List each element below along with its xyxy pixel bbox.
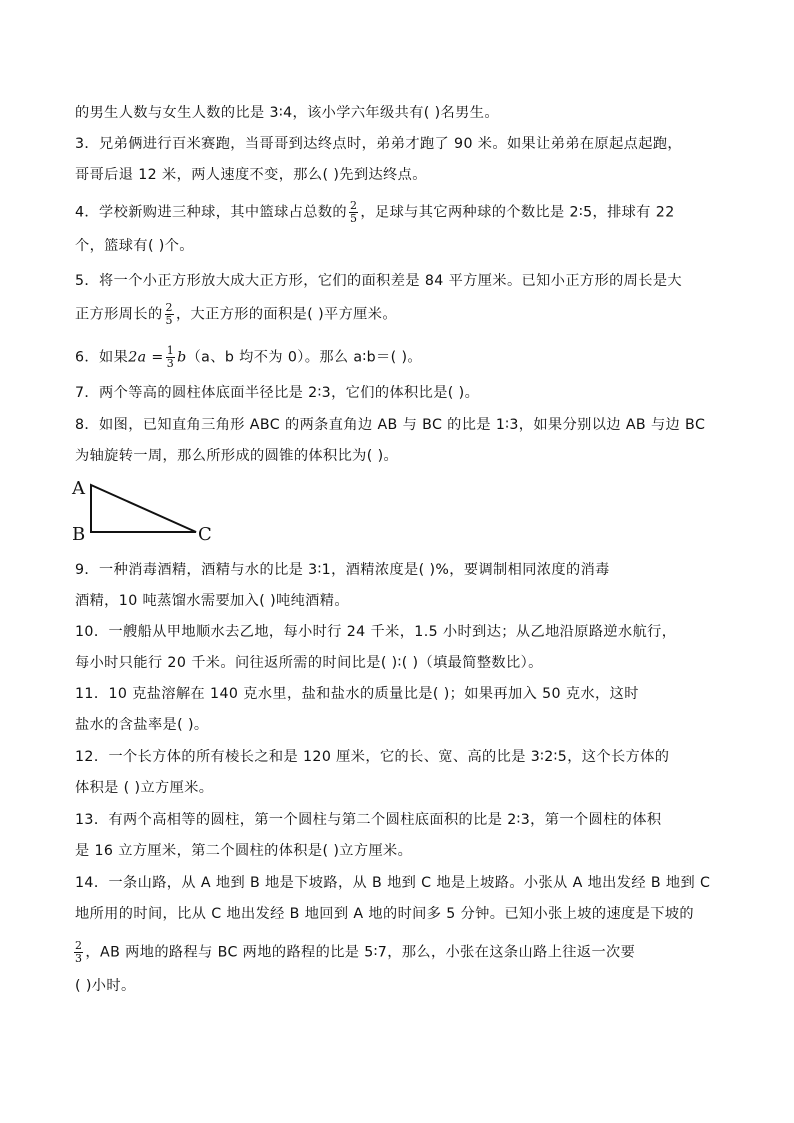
fraction-two-thirds <box>74 940 83 965</box>
triangle-label-b: B <box>72 524 86 545</box>
problem-5-line-1: 5．将一个小正方形放大成大正方形，它们的面积差是 84 平方厘米。已知小正方形的周长是大 <box>75 273 683 289</box>
problem-5-text-b: ，大正方形的面积是( )平方厘米。 <box>175 306 397 323</box>
triangle-label-a: A <box>72 478 85 499</box>
fraction-numerator: 2 <box>350 199 358 212</box>
math-rhs-var: b <box>177 349 187 366</box>
fraction-denominator: 5 <box>350 212 358 225</box>
problem-12-line-1: 12．一个长方体的所有棱长之和是 120 厘米，它的长、宽、高的比是 3∶2∶5，这个长方体的 <box>75 749 670 765</box>
triangle-abc-shape <box>91 485 196 532</box>
fraction-numerator: 1 <box>166 344 175 357</box>
problem-14-line-4: ( )小时。 <box>75 978 136 994</box>
problem-6-text-b: （a、b 均不为 0）。那么 a∶b＝( )。 <box>186 349 422 366</box>
fraction-one-third <box>166 345 175 370</box>
problem-13-line-2: 是 16 立方厘米，第二个圆柱的体积是( )立方厘米。 <box>75 843 413 859</box>
problem-4-text-a: 4．学校新购进三种球，其中篮球占总数的 <box>75 204 348 221</box>
problem-14-text: ，AB 两地的路程与 BC 两地的路程的比是 5∶7，那么，小张在这条山路上往返一次要 <box>85 944 636 961</box>
fraction-numerator: 2 <box>165 301 173 314</box>
problem-12-line-2: 体积是 ( )立方厘米。 <box>75 780 214 796</box>
problem-9-line-1: 9．一种消毒酒精，酒精与水的比是 3∶1，酒精浓度是( )%，要调制相同浓度的消毒 <box>75 562 610 578</box>
problem-13-line-1: 13．有两个高相等的圆柱，第一个圆柱与第二个圆柱底面积的比是 2∶3，第一个圆柱的体积 <box>75 812 662 828</box>
fraction-denominator: 3 <box>166 357 175 370</box>
problem-6-text-a: 6．如果 <box>75 349 129 366</box>
fraction-two-fifths <box>349 200 358 225</box>
problem-4-line-2: 个，篮球有( )个。 <box>75 238 194 254</box>
fraction-denominator: 5 <box>165 314 173 327</box>
problem-10-line-1: 10．一艘船从甲地顺水去乙地，每小时行 24 千米，1.5 小时到达；从乙地沿原路逆水航行， <box>75 624 677 640</box>
problem-14-line-3 <box>72 940 635 965</box>
triangle-label-c: C <box>198 524 212 545</box>
problem-2-continuation: 的男生人数与女生人数的比是 3∶4，该小学六年级共有( )名男生。 <box>75 105 499 121</box>
problem-3-line-1: 3．兄弟俩进行百米赛跑，当哥哥到达终点时，弟弟才跑了 90 米。如果让弟弟在原起点起跑， <box>75 136 683 152</box>
fraction-denominator: 3 <box>75 952 83 965</box>
problem-3-line-2: 哥哥后退 12 米，两人速度不变，那么( )先到达终点。 <box>75 167 427 183</box>
problem-7: 7．两个等高的圆柱体底面半径比是 2∶3，它们的体积比是( )。 <box>75 385 480 401</box>
problem-5-text-a: 正方形周长的 <box>75 306 163 323</box>
fraction-numerator: 2 <box>75 939 83 952</box>
math-lhs: 2a = <box>128 349 164 366</box>
problem-4-line-1 <box>75 200 675 225</box>
problem-14-line-1: 14．一条山路，从 A 地到 B 地是下坡路，从 B 地到 C 地是上坡路。小张从 A 地出发经 B 地到 C <box>75 875 711 891</box>
fraction-two-fifths <box>165 302 174 327</box>
problem-4-text-b: ，足球与其它两种球的个数比是 2∶5，排球有 22 <box>360 204 675 221</box>
problem-10-line-2: 每小时只能行 20 千米。问往返所需的时间比是( )∶( )（填最简整数比）。 <box>75 655 543 671</box>
problem-11-line-1: 11．10 克盐溶解在 140 克水里，盐和盐水的质量比是( )；如果再加入 50 克水，这时 <box>75 686 639 702</box>
problem-5-line-2 <box>75 302 397 327</box>
problem-11-line-2: 盐水的含盐率是( )。 <box>75 717 209 733</box>
problem-14-line-2: 地所用的时间，比从 C 地出发经 B 地回到 A 地的时间多 5 分钟。已知小张上坡的速度是下坡的 <box>75 906 694 922</box>
problem-8-line-2: 为轴旋转一周，那么所形成的圆锥的体积比为( )。 <box>75 448 399 464</box>
problem-8-line-1: 8．如图，已知直角三角形 ABC 的两条直角边 AB 与 BC 的比是 1∶3，如果分别以边 AB 与边 BC <box>75 417 706 433</box>
problem-9-line-2: 酒精，10 吨蒸馏水需要加入( )吨纯酒精。 <box>75 593 349 609</box>
problem-6 <box>75 345 422 370</box>
